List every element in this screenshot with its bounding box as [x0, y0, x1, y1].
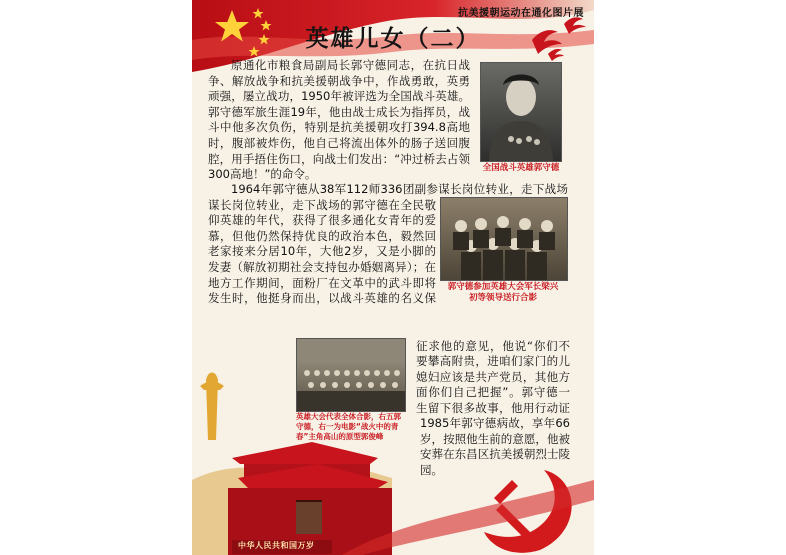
portrait-caption: 全国战斗英雄郭守德: [482, 163, 560, 173]
paragraph-2-closing-column: [416, 337, 570, 415]
exhibition-name: 抗美援朝运动在通化图片展: [458, 8, 584, 19]
paragraph-1: 原通化市粮食局副局长郭守德同志，在抗日战争、解放战争和抗美援朝战争中，作战勇敢，英勇顽强，屡立战功，1950年被评选为全国战斗英雄。郭守德军旅生涯19年，他由战士成长为指挥员，战斗中他多次负伤，特别是抗美援朝攻打394.8高地时，腹部被炸伤，他自己将流出体外的肠子送回腹腔，用手捂住伤口，向战士们发出：“冲过桥去占领300高地！”的命令。: [208, 58, 470, 182]
red-ribbon-icon: [342, 440, 594, 555]
group-photo-caption: 郭守德参加英雄大会军长梁兴初等领导送行合影: [447, 282, 559, 303]
gate-plaque-text: 中华人民共和国万岁: [238, 541, 315, 550]
page-title: 英雄儿女（二）: [305, 26, 481, 52]
exhibition-poster: [192, 0, 594, 555]
paragraph-2-closing-text: 征求他的意见，他说“你们不要攀高附贵，进咱们家门的儿媳妇应该是共产党员，其他方面你们自己把握”。郭守德一生留下很多故事，他用行动证: [416, 338, 570, 415]
portrait-photo: [480, 62, 562, 162]
paragraph-2-column: [208, 198, 436, 308]
paragraph-2-column-text: 谋长岗位转业，走下战场的郭守德在全民敬仰英雄的年代，获得了很多通化女青年的爱慕，但他仍然保持优良的政治本色，毅然回老家接来分居10年，大他2岁，又是小脚的发妻（解放初期社会支持包办婚姻离异）；在地方工作期间，面粉厂在文革中的武斗即将发生时，他挺身而出，以战斗英雄的名义保: [208, 198, 436, 306]
assembly-photo-caption: 英雄大会代表全体合影，右五郭守德，右一为电影“战火中的青春”主角高山的原型郭俊峰: [296, 412, 401, 441]
group-photo: [440, 197, 568, 281]
paragraph-2: [208, 182, 568, 198]
paragraph-3: 1985年郭守德病故，享年66岁，按照他生前的意愿，他被安葬在东昌区抗美援朝烈士陵园。: [420, 416, 570, 477]
paragraph-2-text: 1964年郭守德从38军112师336团副参谋长岗位转业，走下战场: [231, 182, 568, 196]
